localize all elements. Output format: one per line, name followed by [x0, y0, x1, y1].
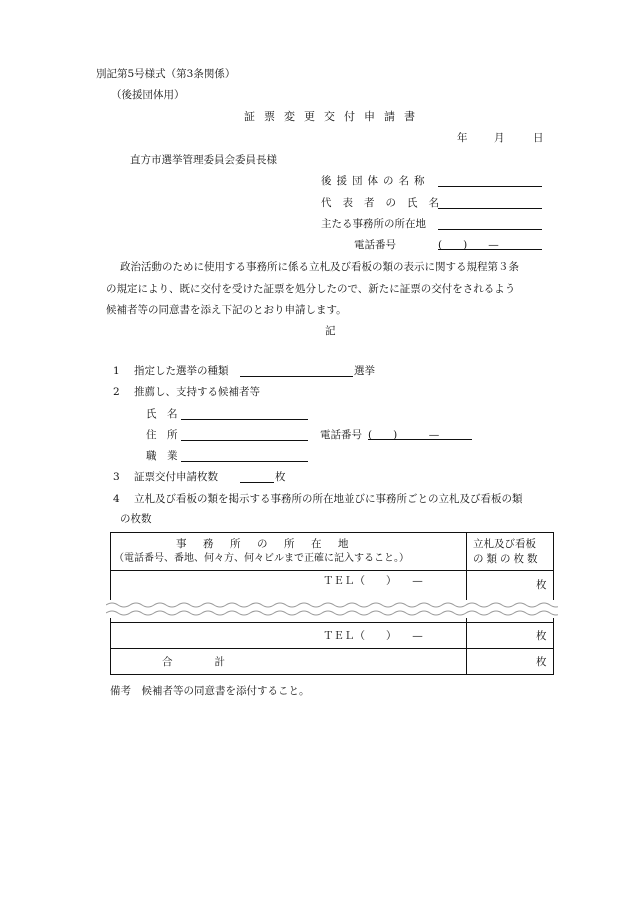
item3-suffix: 枚	[275, 471, 286, 483]
candidate-address-label: 住 所	[146, 429, 178, 441]
table-total-label: 合 計	[162, 656, 225, 668]
date-year: 年	[457, 132, 468, 144]
applicant-phone-field[interactable]: ( ) —	[438, 238, 542, 250]
addressee: 直方市選挙管理委員会委員長様	[130, 154, 277, 166]
table-header-bottom	[110, 570, 553, 571]
rep-name-label: 代表者の氏名	[321, 197, 450, 209]
candidate-name-field[interactable]	[181, 407, 308, 420]
sheet-count-field[interactable]	[240, 470, 274, 483]
item1-number: 1	[113, 365, 120, 377]
candidate-name-label: 氏 名	[146, 408, 178, 420]
candidate-job-label: 職 業	[146, 450, 178, 462]
item3-number: 3	[113, 471, 120, 483]
election-type-field[interactable]	[240, 364, 353, 377]
table-row2-tel: ＴＥＬ（ ） —	[323, 630, 423, 642]
table-row-divider-2	[110, 648, 553, 649]
table-row1-unit: 枚	[536, 579, 547, 591]
rep-name-field[interactable]	[438, 196, 542, 209]
table-top-border	[110, 532, 553, 533]
page-title: 証票変更交付申請書	[244, 110, 424, 123]
omission-wave	[106, 600, 558, 618]
table-col2-header-line1: 立札及び看板	[473, 538, 536, 550]
remarks: 備考 候補者等の同意書を添付すること。	[110, 685, 310, 697]
usage-note: （後援団体用）	[111, 89, 185, 101]
item4-number: 4	[113, 493, 120, 505]
candidate-phone-field[interactable]: ( ) —	[368, 428, 472, 440]
table-row1-tel: ＴＥＬ（ ） —	[323, 575, 423, 587]
office-field[interactable]	[438, 217, 542, 230]
item4-label-line1: 立札及び看板の類を掲示する事務所の所在地並びに事務所ごとの立札及び看板の類	[134, 493, 523, 505]
item1-label: 指定した選挙の種類	[134, 365, 229, 377]
form-number: 別記第5号様式（第3条関係）	[96, 68, 236, 80]
item2-number: 2	[113, 386, 120, 398]
candidate-job-field[interactable]	[181, 449, 308, 462]
item3-label: 証票交付申請枚数	[134, 471, 218, 483]
date-day: 日	[533, 132, 544, 144]
item2-label: 推薦し、支持する候補者等	[134, 386, 260, 398]
item4-label-line2: の枚数	[120, 513, 152, 525]
applicant-phone-label: 電話番号	[354, 239, 396, 251]
body-line-2: の規定により、既に交付を受けた証票を処分したので、新たに証票の交付をされるよう	[106, 283, 516, 295]
table-total-unit: 枚	[536, 656, 547, 668]
org-name-label: 後援団体の名称	[321, 175, 430, 187]
ki-heading: 記	[325, 325, 336, 337]
office-label: 主たる事務所の所在地	[321, 218, 426, 230]
candidate-phone-label: 電話番号	[320, 429, 362, 441]
table-bottom-border	[110, 674, 553, 675]
table-row-divider	[110, 622, 553, 623]
table-col2-header-line2: の類の枚数	[473, 553, 541, 565]
body-line-1: 政治活動のために使用する事務所に係る立札及び看板の類の表示に関する規程第３条	[120, 261, 519, 273]
table-col1-header-line1: 事 務 所 の 所 在 地	[176, 538, 352, 550]
body-line-3: 候補者等の同意書を添え下記のとおり申請します。	[106, 304, 347, 316]
table-row2-unit: 枚	[536, 630, 547, 642]
candidate-address-field[interactable]	[181, 428, 308, 441]
item1-suffix: 選挙	[354, 365, 375, 377]
org-name-field[interactable]	[438, 174, 542, 187]
table-col1-header-line2: （電話番号、番地、何々方、何々ビルまで正確に記入すること。）	[114, 553, 409, 564]
date-month: 月	[494, 132, 505, 144]
